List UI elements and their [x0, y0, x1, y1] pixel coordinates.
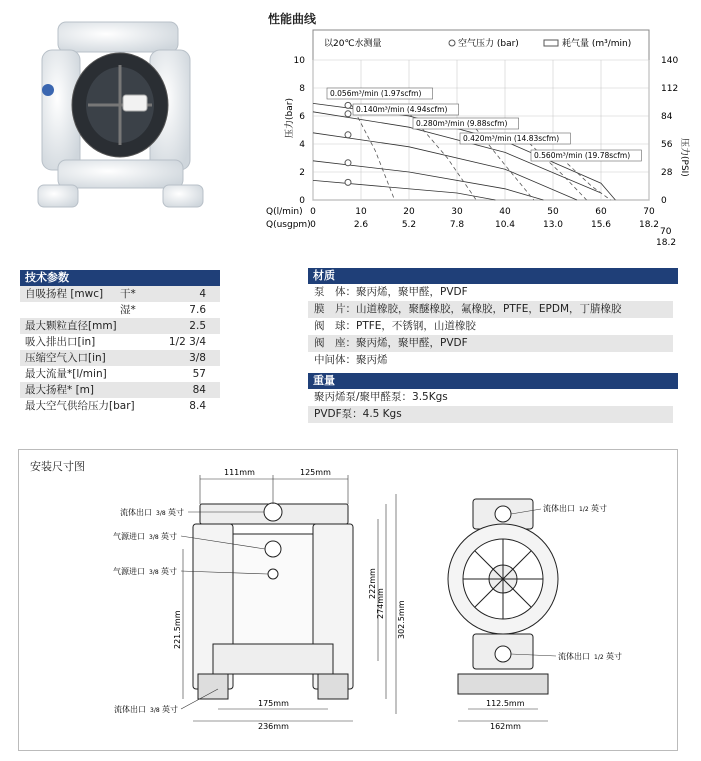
material-row: PVDF泵：4.5 Kgs	[308, 406, 673, 423]
pressure-marker	[345, 179, 351, 185]
label-right-bottom-frac: 1/2	[594, 654, 604, 661]
legend-pressure: 空气压力 (bar)	[458, 39, 519, 49]
label-air-in-1-frac: 3/8	[149, 534, 159, 541]
dim-221: 221.5mm	[173, 610, 182, 649]
chart-note: 以20℃水测量	[324, 39, 382, 49]
y-tick-right: 140	[661, 56, 679, 66]
air-label: 0.420m³/min (14.83scfm)	[463, 134, 560, 143]
y-tick-left: 8	[299, 84, 305, 94]
y-tick-left: 2	[299, 168, 305, 178]
label-air-in-2-unit: 英寸	[161, 567, 177, 576]
label-right-bottom-unit: 英寸	[606, 652, 622, 661]
extra-right-2: 18.2	[656, 238, 677, 248]
x-tick-lmin: 50	[547, 207, 559, 217]
spec-label: 压缩空气入口[in]	[25, 352, 106, 364]
dim-236: 236mm	[258, 722, 289, 731]
install-title: 安装尺寸图	[30, 460, 85, 473]
spec-label: 自吸扬程 [mwc]	[25, 288, 104, 300]
dim-175: 175mm	[258, 699, 289, 708]
spec-row	[20, 334, 220, 350]
spec-row	[20, 350, 220, 366]
pressure-marker	[345, 132, 351, 138]
dim-111: 111mm	[224, 468, 255, 477]
y-tick-left: 0	[299, 196, 305, 206]
spec-row	[20, 302, 220, 318]
spec-label: 最大颗粒直径[mm]	[25, 320, 117, 332]
label-air-in-1: 气源进口	[113, 532, 145, 541]
label-right-bottom: 流体出口	[558, 652, 590, 661]
spec-value: 7.6	[189, 304, 206, 316]
dim-302: 302.5mm	[397, 600, 406, 639]
label-air-in-1-unit: 英寸	[161, 532, 177, 541]
label-outlet-bottom-unit: 英寸	[162, 705, 178, 714]
x-label-usgpm: Q(usgpm)	[266, 220, 311, 230]
pressure-marker	[345, 102, 351, 108]
air-label: 0.140m³/min (4.94scfm)	[356, 105, 448, 114]
x-tick-usgpm: 2.6	[353, 220, 369, 230]
install-drawing	[18, 449, 676, 749]
x-tick-lmin: 10	[355, 207, 367, 217]
x-tick-usgpm: 7.8	[449, 220, 465, 230]
materials-section	[308, 268, 678, 428]
spec-row	[20, 318, 220, 334]
label-air-in-2-frac: 3/8	[149, 569, 159, 576]
spec-label: 最大空气供给压力[bar]	[25, 400, 135, 412]
x-tick-usgpm: 15.6	[590, 220, 612, 230]
chart-title: 性能曲线	[268, 12, 317, 26]
label-outlet-top: 流体出口	[120, 508, 152, 517]
x-tick-lmin: 40	[499, 207, 511, 217]
specs-title: 技术参数	[20, 270, 220, 286]
label-air-in-2: 气源进口	[113, 567, 145, 576]
y-tick-left: 10	[293, 56, 305, 66]
y-label-right: 压力(PSI)	[679, 138, 689, 177]
x-tick-lmin: 0	[310, 207, 316, 217]
air-label: 0.560m³/min (19.78scfm)	[534, 151, 631, 160]
spec-value: 4	[199, 288, 206, 300]
x-tick-lmin: 60	[595, 207, 607, 217]
y-tick-right: 0	[661, 196, 667, 206]
materials-title: 材质	[308, 268, 678, 284]
legend-air: 耗气量 (m³/min)	[562, 39, 632, 49]
y-label-left: 压力(bar)	[285, 98, 295, 138]
spec-value: 57	[192, 368, 206, 380]
y-tick-left: 6	[299, 112, 305, 122]
material-row: 阀 球：PTFE，不锈钢，山道橡胶	[314, 320, 476, 332]
air-label: 0.056m³/min (1.97scfm)	[330, 89, 422, 98]
x-tick-lmin: 30	[451, 207, 463, 217]
spec-label: 最大扬程* [m]	[25, 384, 95, 396]
material-row: 泵 体：聚丙烯，聚甲醛，PVDF	[314, 286, 468, 298]
spec-value: 84	[192, 384, 206, 396]
x-tick-usgpm: 5.2	[401, 220, 417, 230]
pressure-marker	[345, 160, 351, 166]
spec-value: 3/8	[189, 352, 206, 364]
spec-sub: 湿*	[120, 304, 136, 316]
spec-label: 吸入排出口[in]	[25, 336, 96, 348]
dim-162: 162mm	[490, 722, 521, 731]
weight-title: 重量	[308, 373, 678, 389]
performance-chart	[262, 28, 701, 250]
label-right-top-unit: 英寸	[591, 504, 607, 513]
x-tick-lmin: 20	[403, 207, 415, 217]
spec-row	[20, 366, 220, 382]
spec-row	[20, 398, 220, 414]
legend-air-marker	[544, 40, 558, 46]
material-row: 膜 片：山道橡胶，聚醚橡胶，氟橡胶，PTFE，EPDM，丁腈橡胶	[308, 301, 673, 318]
material-row: 阀 座：聚丙烯，聚甲醛，PVDF	[308, 335, 673, 352]
air-label: 0.280m³/min (9.88scfm)	[416, 119, 508, 128]
y-tick-left: 4	[299, 140, 305, 150]
x-label-lmin: Q(l/min)	[266, 207, 303, 217]
x-tick-usgpm: 10.4	[494, 220, 516, 230]
y-tick-right: 112	[661, 84, 679, 94]
spec-label: 最大流量*[l/min]	[25, 368, 107, 380]
spec-value: 8.4	[189, 400, 206, 412]
material-row: 中间体：聚丙烯	[314, 354, 388, 366]
spec-row	[20, 286, 220, 302]
x-tick-usgpm: 0	[310, 220, 316, 230]
label-outlet-top-frac: 3/8	[156, 510, 166, 517]
dim-274: 274mm	[376, 588, 385, 619]
dim-125: 125mm	[300, 468, 331, 477]
pressure-marker	[345, 111, 351, 117]
extra-right-1: 70	[660, 227, 672, 237]
x-tick-usgpm: 18.2	[638, 220, 660, 230]
label-right-top: 流体出口	[543, 504, 575, 513]
spec-value: 2.5	[189, 320, 206, 332]
specs-table	[20, 270, 220, 420]
x-tick-lmin: 70	[643, 207, 655, 217]
legend-pressure-marker	[449, 40, 455, 46]
spec-sub: 干*	[120, 288, 136, 300]
label-right-top-frac: 1/2	[579, 506, 589, 513]
dim-222: 222mm	[368, 568, 377, 599]
y-tick-right: 84	[661, 112, 673, 122]
label-outlet-bottom: 流体出口	[114, 705, 146, 714]
pump-photo	[28, 10, 213, 215]
material-row: 聚丙烯泵/聚甲醛泵：3.5Kgs	[314, 391, 448, 403]
y-tick-right: 28	[661, 168, 673, 178]
outlet-port-icon	[264, 503, 282, 521]
label-outlet-top-unit: 英寸	[168, 508, 184, 517]
label-outlet-bottom-frac: 3/8	[150, 707, 160, 714]
y-tick-right: 56	[661, 140, 673, 150]
x-tick-usgpm: 13.0	[542, 220, 564, 230]
spec-row	[20, 382, 220, 398]
spec-value: 1/2 3/4	[168, 336, 206, 348]
dim-112: 112.5mm	[486, 699, 525, 708]
